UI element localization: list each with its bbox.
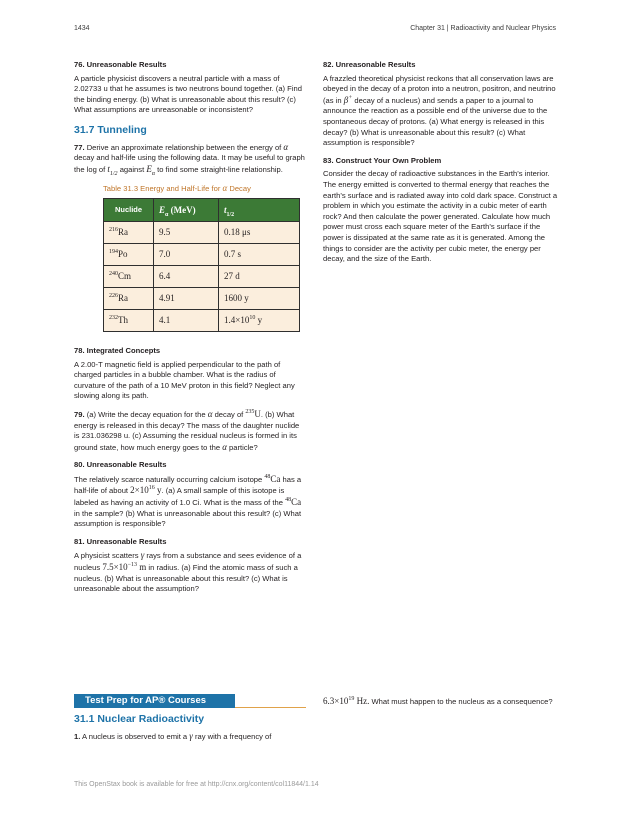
problem-text — [74, 142, 306, 176]
energy-half-life-table — [103, 198, 300, 332]
problem-text: A 2.00-T magnetic field is applied perpendicular to the path of charged particles in a bubble chamber. What is the radius of curvature of the path of a 10 MeV proton in this field? Neglect any slowing along its path. — [74, 359, 295, 401]
problem-text: Consider the decay of radioactive substances in the Earth’s interior. The energy emitted is converted to thermal energy that reaches the earth’s surface and is radiated away into cold dark space. Construct a problem in which you estimate the activity in a cubic meter of earth rock? And then calculate the power generated. Calculate how much power must cross each square meter of the Earth’s surface if the power is dissipated at the same rate as it is generated. Among the things to consider are the activity per cubic meter, the energy per decay, and the size of the Earth. — [323, 169, 558, 264]
problem-text: $6.3\times 10^{19}$ Hz. What must happen to the nucleus as a consequence? — [323, 696, 553, 706]
text: to find some straight-line relationship. — [157, 164, 283, 174]
problem-text: A frazzled theoretical physicist reckons that all conservation laws are obeyed in the decay of a proton into a neutron, positron, and neutrino (as in β+ decay of a nucleus) and sends a paper to a journal to announce the reaction as a possible end of the universe due to the spontaneous decay of protons. (a) What energy is released in this decay? (b) What is unreasonable about this result? (c) What assumption is responsible? — [323, 73, 556, 148]
nuclide-cell: $^{232}$Th — [104, 309, 154, 331]
half-life-cell: 0.18 μs — [219, 221, 300, 243]
problem-title: 76. Unreasonable Results — [74, 60, 167, 69]
table-caption: Table 31.3 Energy and Half-Life for α Decay — [103, 183, 251, 194]
energy-cell: 4.1 — [154, 309, 219, 331]
table-header-row — [104, 198, 300, 221]
section-heading-31-7: 31.7 Tunneling — [74, 123, 147, 136]
table-row — [104, 221, 300, 243]
col-header-half-life: $t_{1/2}$ — [219, 198, 300, 221]
half-life-symbol: $t_{1/2}$ — [107, 163, 118, 177]
energy-cell: 6.4 — [154, 265, 219, 287]
half-life-cell: 1600 y — [219, 287, 300, 309]
alpha-symbol: α — [283, 141, 289, 152]
test-prep-right — [323, 696, 559, 708]
problem-82 — [323, 60, 559, 149]
half-life-cell: 0.7 s — [219, 243, 300, 265]
energy-cell: 7.0 — [154, 243, 219, 265]
problem-title: 83. Construct Your Own Problem — [323, 155, 442, 165]
uranium-symbol: $^{235}$U — [245, 408, 261, 419]
problem-title: 78. Integrated Concepts — [74, 345, 161, 355]
table-row — [104, 265, 300, 287]
problem-text: 79. (a) Write the decay equation for the α decay of $^{235}$U. (b) What energy is released in this decay? The mass of the daughter nuclide is 231.036298 u. (c) Assuming the residual nucleus is formed in its ground state, how much energy goes to the α particle? — [74, 408, 300, 452]
problem-text: A physicist scatters γ rays from a substance and sees evidence of a nucleus $7.5\times 10^{-13}$ m in radius. (a) Find the atomic mass of such a nucleus. (b) What is unreasonable about this result? (c) What is unreasonable about the assumption? — [74, 550, 302, 594]
nuclide-cell: $^{226}$Ra — [104, 287, 154, 309]
problem-text: The relatively scarce naturally occurring calcium isotope $^{48}$Ca has a half-life of about $2\times 10^{16}$ y. (a) A small sample of this isotope is labeled as having an activity of 1.0 Ci. What is the mass of the $^{48}$Ca in the sample? (b) What is unreasonable about this result? (c) What assumption is responsible? — [74, 473, 302, 529]
nuclide-cell: $^{216}$Ra — [104, 221, 154, 243]
test-prep-left — [74, 714, 306, 742]
text: Derive an approximate relationship between the energy of — [86, 142, 282, 152]
table-row — [104, 309, 300, 331]
col-header-nuclide: Nuclide — [104, 198, 154, 221]
col-header-energy: $E_\alpha$ (MeV) — [154, 198, 219, 221]
footer: This OpenStax book is available for free at http://cnx.org/content/col11844/1.14 — [74, 781, 319, 788]
half-life-cell: $1.4\times 10^{10}$ y — [219, 309, 300, 331]
text: against — [119, 164, 145, 174]
problem-80 — [74, 460, 306, 530]
problem-78 — [74, 346, 306, 402]
problem-title: 82. Unreasonable Results — [323, 60, 416, 69]
nuclide-cell: $^{240}$Cm — [104, 265, 154, 287]
half-life-cell: 27 d — [219, 265, 300, 287]
problem-81 — [74, 537, 306, 595]
problem-76 — [74, 60, 306, 116]
frequency-value: $6.3\times 10^{19}$ Hz. — [323, 696, 370, 706]
problem-83 — [323, 156, 559, 265]
banner-rule — [235, 707, 306, 708]
text: decay and half-life using the following data. It may be useful to graph the log of — [74, 153, 305, 174]
energy-cell: 9.5 — [154, 221, 219, 243]
problem-number: 79. — [74, 409, 85, 419]
problem-title: 81. Unreasonable Results — [74, 536, 167, 546]
table-row — [104, 243, 300, 265]
nuclide-cell: $^{194}$Po — [104, 243, 154, 265]
problem-79 — [74, 409, 306, 453]
test-prep-banner: Test Prep for AP® Courses — [74, 694, 235, 708]
problem-77 — [74, 142, 306, 176]
problem-title: 80. Unreasonable Results — [74, 460, 167, 470]
left-column — [74, 60, 306, 602]
problem-text: 1. A nucleus is observed to emit a γ ray with a frequency of — [74, 730, 272, 741]
page-number: 1434 — [74, 25, 90, 32]
right-column — [323, 60, 559, 272]
problem-text: A particle physicist discovers a neutral particle with a mass of 2.02733 u that he assumes is two neutrons bound together. (a) Find the binding energy. (b) What is unreasonable about this result? (c) What assumptions are unreasonable or inconsistent? — [74, 73, 302, 115]
table-row — [104, 287, 300, 309]
energy-symbol: $E_\alpha$ — [146, 163, 155, 177]
problem-number: 77. — [74, 142, 85, 152]
energy-cell: 4.91 — [154, 287, 219, 309]
section-heading-31-1: 31.1 Nuclear Radioactivity — [74, 713, 205, 725]
problem-number: 1. — [74, 731, 81, 741]
chapter-header: Chapter 31 | Radioactivity and Nuclear Physics — [410, 25, 556, 32]
